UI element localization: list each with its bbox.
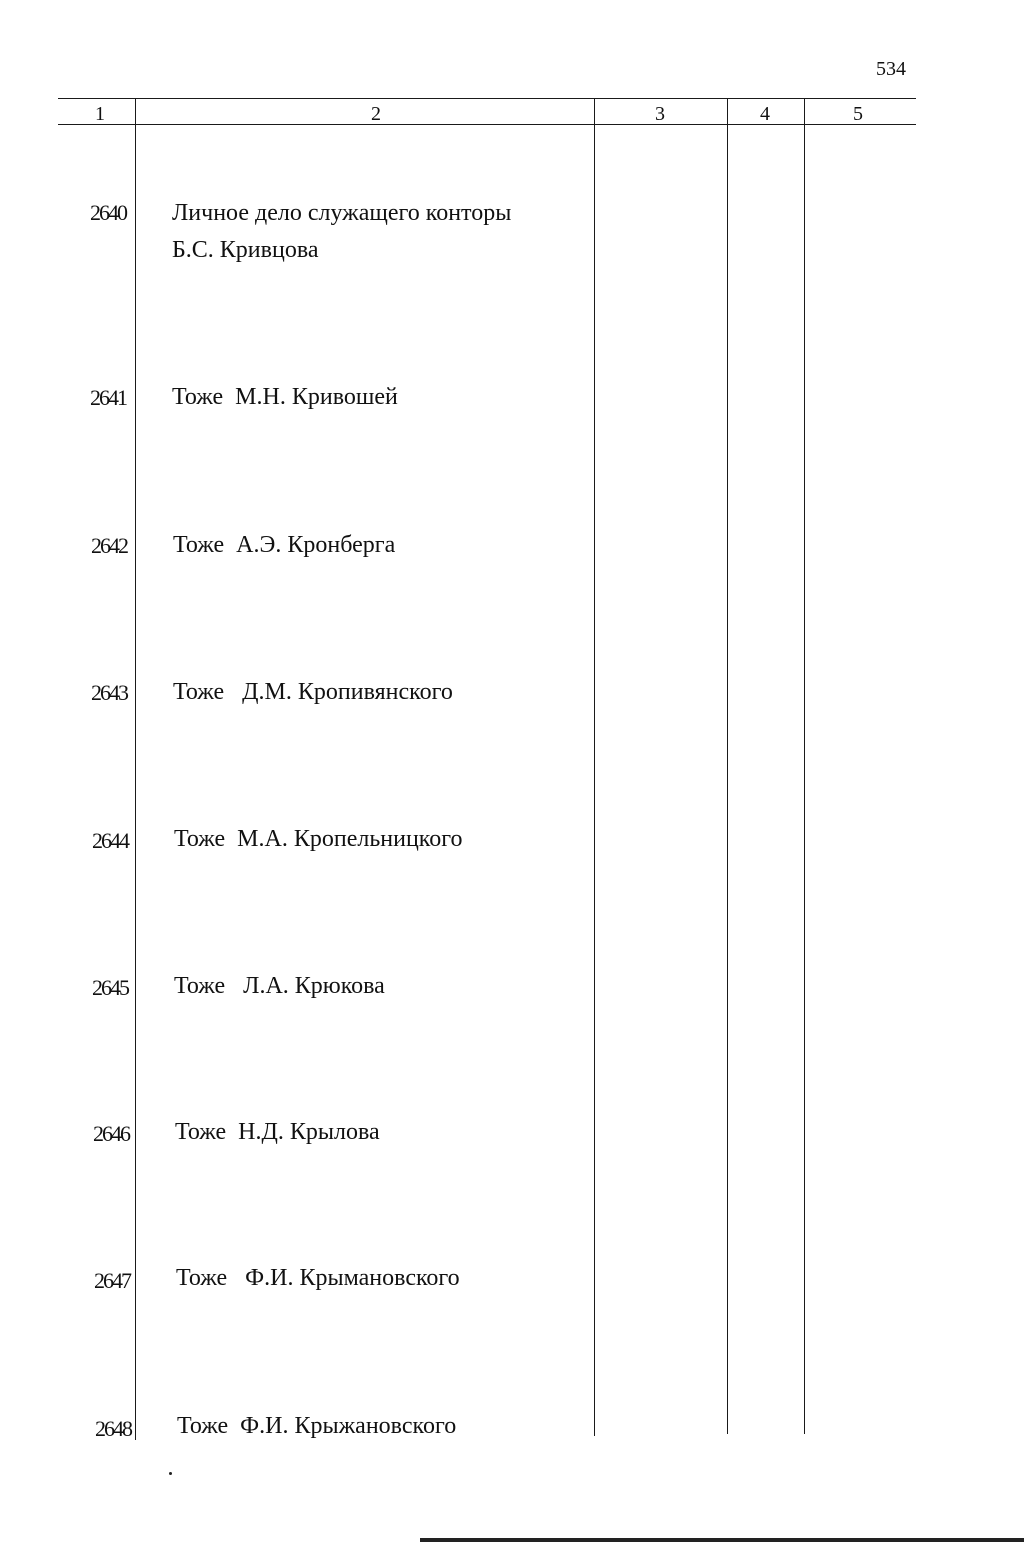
row-number: 2642 xyxy=(91,533,127,558)
column-header-5: 5 xyxy=(853,103,863,125)
row-number: 2645 xyxy=(92,975,128,1000)
table-top-rule xyxy=(58,98,916,99)
row-description: Тоже Л.А. Крюкова xyxy=(174,973,385,999)
page-number: 534 xyxy=(876,58,906,80)
column-divider-1 xyxy=(135,98,136,1440)
row-number: 2646 xyxy=(93,1121,129,1146)
row-description: Тоже Н.Д. Крылова xyxy=(175,1119,380,1145)
row-description: Тоже Ф.И. Крымановского xyxy=(176,1265,460,1291)
scan-edge-shadow xyxy=(420,1538,1024,1542)
row-number: 2647 xyxy=(94,1268,130,1293)
column-divider-2 xyxy=(594,98,595,1436)
row-description: Тоже М.Н. Кривошей xyxy=(172,384,398,410)
row-description: Тоже А.Э. Кронберга xyxy=(173,532,396,558)
column-divider-3 xyxy=(727,98,728,1434)
scan-speck xyxy=(169,1472,172,1475)
row-number: 2643 xyxy=(91,680,127,705)
row-description: Тоже Ф.И. Крыжановского xyxy=(177,1413,457,1439)
column-header-4: 4 xyxy=(760,103,770,125)
row-description: Тоже М.А. Кропельницкого xyxy=(174,826,463,852)
row-number: 2640 xyxy=(90,200,126,225)
row-description: Личное дело служащего конторы Б.С. Кривцова xyxy=(172,200,512,263)
column-header-3: 3 xyxy=(655,103,665,125)
row-description: Тоже Д.М. Кропивянского xyxy=(173,679,453,705)
column-divider-4 xyxy=(804,98,805,1434)
row-number: 2641 xyxy=(90,385,126,410)
row-number: 2648 xyxy=(95,1416,131,1441)
row-number: 2644 xyxy=(92,828,128,853)
table-header-rule xyxy=(58,124,916,125)
column-header-2: 2 xyxy=(371,103,381,125)
column-header-1: 1 xyxy=(95,103,105,125)
